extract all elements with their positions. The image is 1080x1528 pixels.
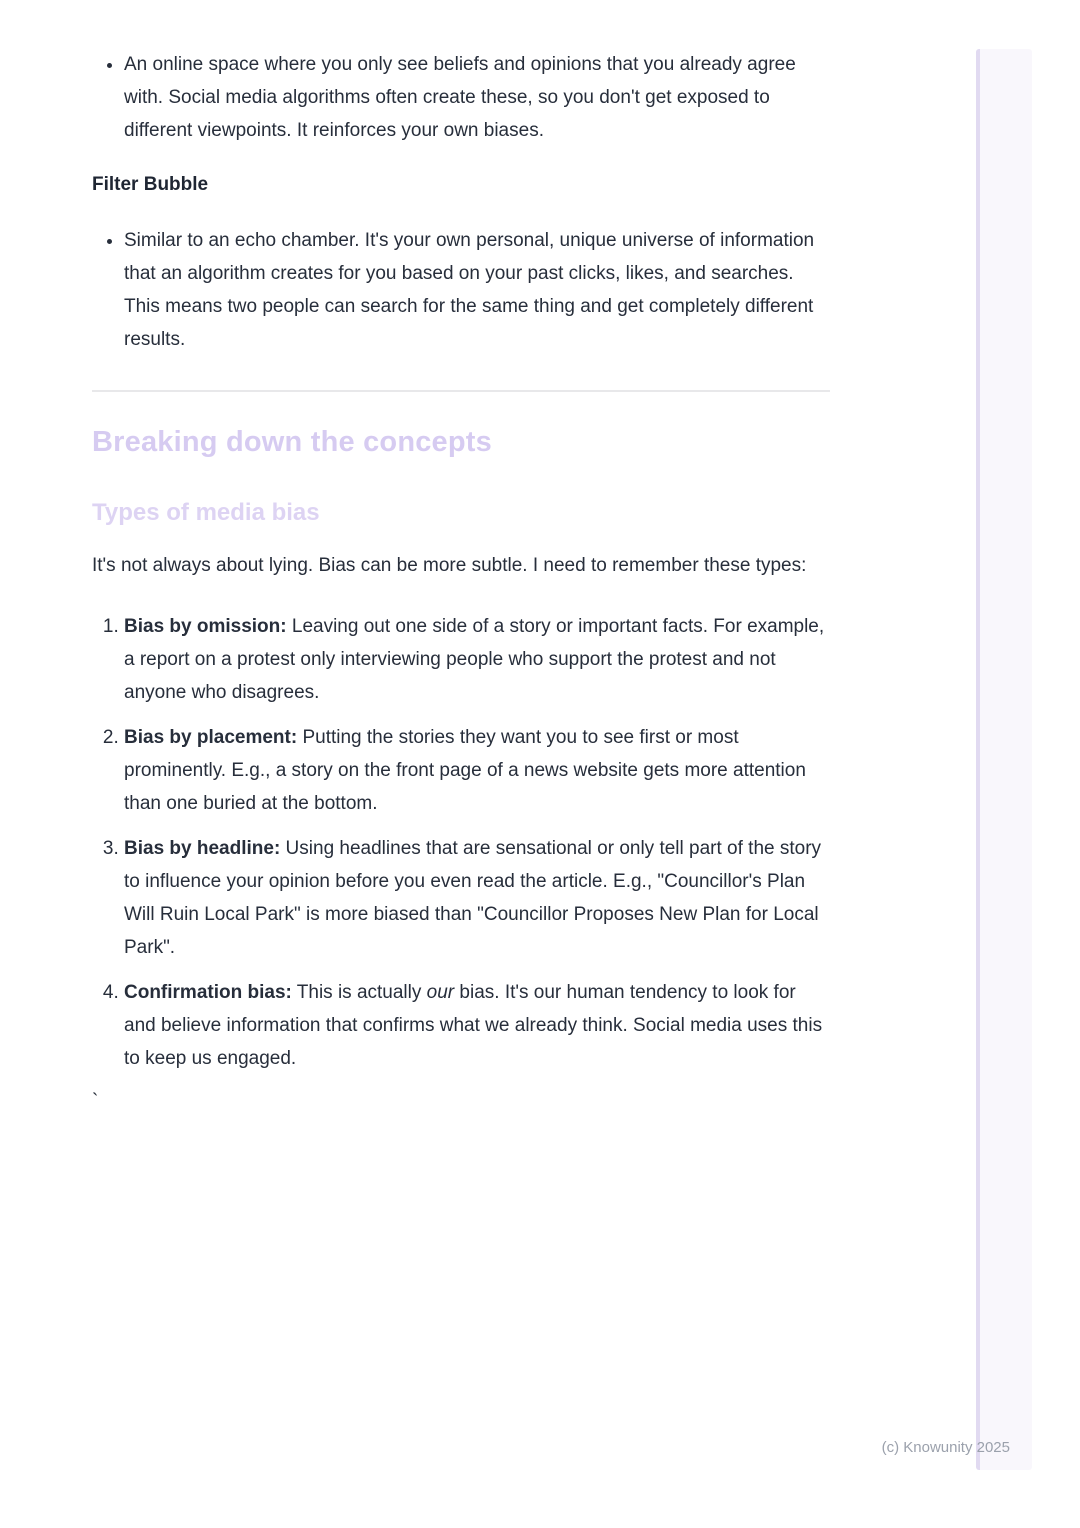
bias-type-label: Bias by omission: <box>124 616 287 637</box>
bias-type-text: Leaving out one side of a story or important facts. For example, a report on a protest only interviewing people who support the protest and not anyone who disagrees. <box>124 616 825 703</box>
bias-type-emphasis: our <box>426 982 455 1003</box>
intro-paragraph: It's not always about lying. Bias can be more subtle. I need to remember these types: <box>92 555 807 576</box>
section-divider <box>92 390 830 392</box>
list-item: • Similar to an echo chamber. It's your own personal, unique universe of information that an algorithm creates for you based on your past clicks, likes, and searches. This means two people can search for the same thing and get completely different results. <box>124 224 830 356</box>
subsection-title: Types of media bias <box>92 499 320 526</box>
page-content <box>92 0 830 1118</box>
bias-type-text: Using headlines that are sensational or only tell part of the story to influence your opinion before you even read the article. E.g., "Councillor's Plan Will Ruin Local Park" is more biased than "Councillor Proposes New Plan for Local Park". <box>124 838 822 958</box>
bias-types-list <box>92 610 830 1075</box>
list-item: • An online space where you only see beliefs and opinions that you already agree with. Social media algorithms often create these, so you don't get exposed to different viewpoints. It reinforces your own biases. <box>124 48 830 147</box>
echo-chamber-bullet-list <box>92 48 830 147</box>
filter-bubble-heading: Filter Bubble <box>92 174 209 195</box>
stray-backtick: ` <box>92 1091 99 1112</box>
bias-type-text: Putting the stories they want you to see first or most prominently. E.g., a story on the front page of a news website gets more attention than one buried at the bottom. <box>124 727 806 814</box>
bias-type-label: Confirmation bias: <box>124 982 292 1003</box>
list-item-bias-by-omission <box>124 610 830 709</box>
filter-bubble-bullet-list <box>92 224 830 356</box>
bias-type-text: This is actually <box>291 982 427 1003</box>
section-title: Breaking down the concepts <box>92 426 492 458</box>
list-item-bias-by-headline <box>124 832 830 964</box>
list-item-confirmation-bias <box>124 976 830 1075</box>
bias-type-label: Bias by headline: <box>124 838 281 859</box>
bias-type-text: bias. It's our human tendency to look for and believe information that confirms what we already think. Social media uses this to keep us engaged. <box>124 982 823 1069</box>
copyright-notice: (c) Knowunity 2025 <box>881 1439 1010 1456</box>
bias-type-label: Bias by placement: <box>124 727 298 748</box>
list-item-bias-by-placement <box>124 721 830 820</box>
right-edge-strip <box>976 49 1032 1470</box>
